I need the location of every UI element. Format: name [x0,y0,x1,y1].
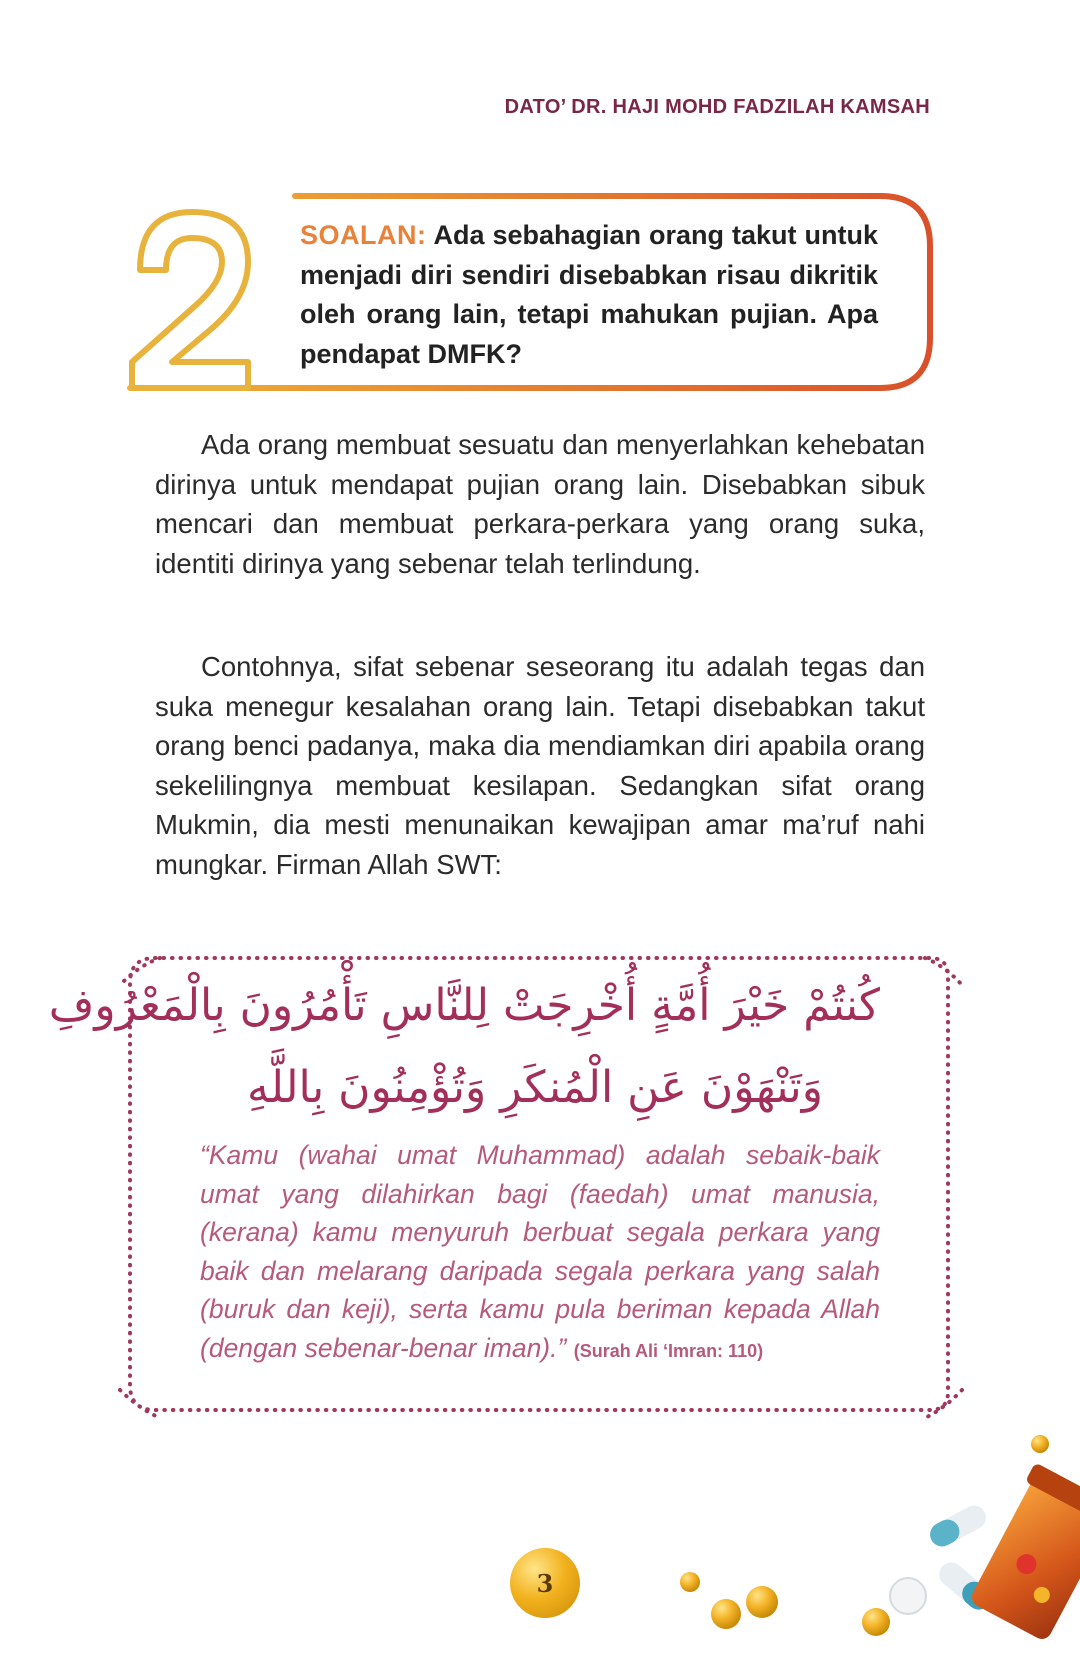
pill-bottle-icon [963,1462,1080,1645]
quran-arabic-line-2: وَتَنْهَوْنَ عَنِ الْمُنكَرِ وَتُؤْمِنُونَ بِاللَّهِ [246,1062,824,1113]
pill-ball [862,1608,890,1636]
pill-ball [746,1586,778,1618]
page-number: 3 [536,1568,554,1598]
paragraph-1-text: Ada orang membuat sesuatu dan menyerlahkan kehebatan dirinya untuk mendapat pujian orang lain. Disebabkan sibuk mencari dan membuat perkara-perkara yang orang suka, identiti dirinya yang sebenar telah terlindung. [155,429,925,579]
pill-ball [711,1599,741,1629]
capsule-icon [926,1501,990,1550]
paragraph-2-text: Contohnya, sifat sebenar seseorang itu adalah tegas dan suka menegur kesalahan orang lain. Tetapi disebabkan takut orang benci padanya, maka dia mendiamkan diri apabila orang sekelilingnya membuat kesilapan. Sedangkan sifat orang Mukmin, dia mesti menunaikan kewajipan amar ma’ruf nahi mungkar. Firman Allah SWT: [155,651,925,880]
pill-ball [1031,1435,1049,1453]
quran-reference: (Surah Ali ‘Imran: 110) [573,1340,764,1361]
quran-arabic-line-1: كُنتُمْ خَيْرَ أُمَّةٍ أُخْرِجَتْ لِلنَّاسِ تَأْمُرُونَ بِالْمَعْرُوفِ [48,980,880,1031]
quran-translation-text: “Kamu (wahai umat Muhammad) adalah sebaik-baik umat yang dilahirkan bagi (faedah) umat manusia, (kerana) kamu menyuruh berbuat segala perkara yang baik dan melarang daripada segala perkara yang salah (buruk dan keji), serta kamu pula beriman kepada Allah (dengan sebenar-benar iman).” [200,1140,880,1363]
question-label: SOALAN: [300,220,427,250]
tablet-icon [890,1578,926,1614]
question-body: Ada sebahagian orang takut untuk menjadi diri sendiri disebabkan risau dikritik oleh orang lain, tetapi mahukan pujian. Apa pendapat DMFK? [300,220,878,369]
running-header-author: DATO’ DR. HAJI MOHD FADZILAH KAMSAH [504,96,930,118]
pill-ball [680,1572,700,1592]
